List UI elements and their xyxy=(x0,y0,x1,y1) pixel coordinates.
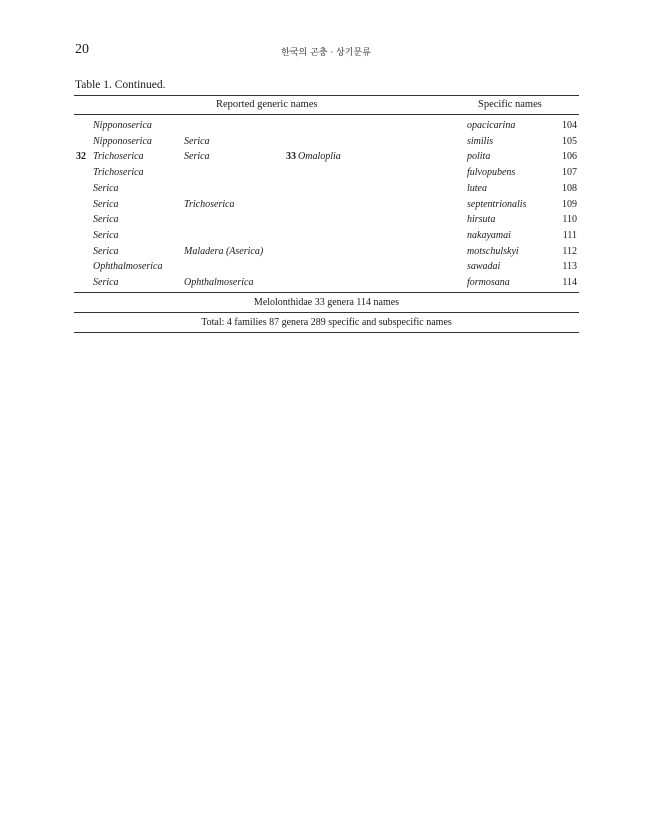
header-specific-names: Specific names xyxy=(478,99,542,110)
body-bottom-rule xyxy=(74,292,579,293)
specific-name: polita xyxy=(467,151,491,163)
specific-name: hirsuta xyxy=(467,214,496,226)
specific-name: motschulskyi xyxy=(467,245,519,257)
specific-name: similis xyxy=(467,135,494,147)
table-caption: Table 1. Continued. xyxy=(75,79,166,91)
generic-name: Serica xyxy=(93,214,119,226)
table-bottom-rule xyxy=(74,332,579,333)
specific-name: formosana xyxy=(467,277,510,288)
species-number: 109 xyxy=(562,198,577,210)
synonym-generic-name: Serica xyxy=(184,135,210,147)
species-number: 108 xyxy=(562,182,577,194)
species-number: 104 xyxy=(562,120,577,131)
generic-name: Ophthalmoserica xyxy=(93,261,163,273)
family-subtotal: Melolonthidae 33 genera 114 names xyxy=(253,297,400,308)
running-head: 한국의 곤충 · 상기문류 xyxy=(281,48,371,58)
generic-name: Serica xyxy=(93,277,119,288)
species-number: 105 xyxy=(562,135,577,147)
species-number: 111 xyxy=(562,229,577,241)
generic-name: Trichoserica xyxy=(93,167,144,179)
genus-number-alt: 33 xyxy=(286,151,296,163)
specific-name: septentrionalis xyxy=(467,198,527,210)
species-number: 107 xyxy=(562,167,577,179)
species-number: 106 xyxy=(562,151,577,163)
species-number: 110 xyxy=(562,214,577,226)
species-number: 114 xyxy=(562,277,577,288)
page-number: 20 xyxy=(75,42,89,57)
generic-name: Trichoserica xyxy=(93,151,144,163)
generic-name: Serica xyxy=(93,198,119,210)
synonym-generic-name: Ophthalmoserica xyxy=(184,277,254,288)
synonym-generic-name: Maladera (Aserica) xyxy=(184,245,264,257)
specific-name: opacicarina xyxy=(467,120,516,131)
subtotal-rule xyxy=(74,312,579,313)
generic-name: Serica xyxy=(93,229,119,241)
table-top-rule xyxy=(74,95,579,96)
header-rule xyxy=(74,114,579,115)
species-number: 112 xyxy=(562,245,577,257)
generic-name: Serica xyxy=(93,245,119,257)
header-generic-names: Reported generic names xyxy=(216,99,318,110)
generic-name: Serica xyxy=(93,182,119,194)
genus-number: 32 xyxy=(76,151,86,163)
specific-name: lutea xyxy=(467,182,487,194)
synonym-generic-name: Serica xyxy=(184,151,210,163)
alt-generic-name: Omaloplia xyxy=(298,151,341,163)
synonym-generic-name: Trichoserica xyxy=(184,198,235,210)
specific-name: nakayamai xyxy=(467,229,511,241)
species-number: 113 xyxy=(562,261,577,273)
generic-name: Nipponoserica xyxy=(93,135,152,147)
specific-name: fulvopubens xyxy=(467,167,516,179)
generic-name: Nipponoserica xyxy=(93,120,152,131)
specific-name: sawadai xyxy=(467,261,501,273)
grand-total: Total: 4 families 87 genera 289 specific and subspecific names xyxy=(201,317,452,328)
